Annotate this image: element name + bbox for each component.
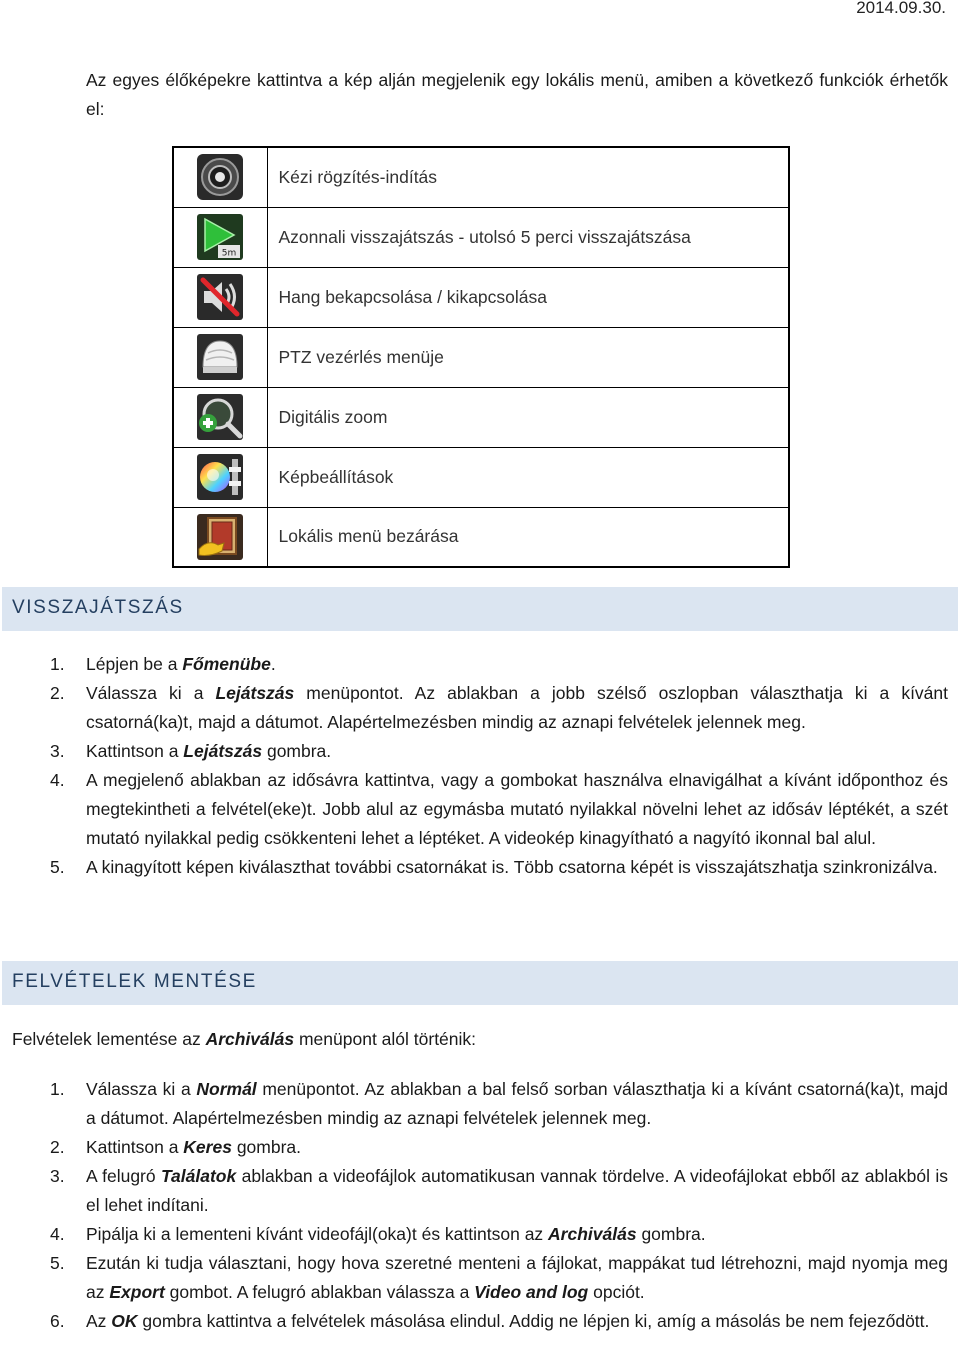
- menu-term: OK: [111, 1311, 138, 1331]
- list-item: 4. A megjelenő ablakban az idősávra kattintva, vagy a gombokat használva elnavigálhat a kívánt időponthoz és megtekintheti a felvétel(eke)t. Jobb alul az egymásba mutató nyilakkal növelni lehet az idősáv léptékét, a szét mutató nyilakkal pedig csökkenteni lehet a léptéket. A videokép kinagyítható a nagyító ikonnal bal alul.: [0, 766, 960, 853]
- playback-steps: [0, 650, 960, 882]
- playback-5min-icon: [196, 213, 244, 261]
- list-number: 2.: [50, 1137, 65, 1157]
- function-row: [173, 267, 789, 327]
- menu-term: Főmenübe: [182, 654, 271, 674]
- list-number: 2.: [50, 683, 65, 703]
- local-menu-function-table: [172, 146, 790, 568]
- function-label: Kézi rögzítés-indítás: [267, 147, 789, 207]
- menu-term: Normál: [196, 1079, 257, 1099]
- menu-term: Lejátszás: [183, 741, 263, 761]
- menu-term: Keres: [183, 1137, 232, 1157]
- function-label: Hang bekapcsolása / kikapcsolása: [267, 267, 789, 327]
- function-row: [173, 447, 789, 507]
- section-header-save-recordings: [2, 961, 958, 1005]
- list-number: 5.: [50, 857, 65, 877]
- list-number: 5.: [50, 1253, 65, 1273]
- list-item: 3. A felugró Találatok ablakban a videofájlok automatikusan vannak tördelve. A videofájlokat ebből az ablakból is el lehet indítani.: [0, 1162, 960, 1220]
- function-label: Képbeállítások: [267, 447, 789, 507]
- menu-term: Találatok: [161, 1166, 237, 1186]
- save-intro: Felvételek lementése az Archiválás menüpont alól történik:: [12, 1029, 477, 1049]
- svg-text:5m: 5m: [222, 248, 237, 259]
- list-item: 2. Válassza ki a Lejátszás menüpontot. Az ablakban a jobb szélső oszlopban választhatja ki a kívánt csatorná(ka)t, majd a dátumot. Alapértelmezésben mindig az aznapi felvételek jelennek meg.: [0, 679, 960, 737]
- function-label: Lokális menü bezárása: [267, 507, 789, 567]
- document-date: 2014.09.30.: [856, 0, 946, 17]
- list-number: 4.: [50, 1224, 65, 1244]
- list-number: 3.: [50, 741, 65, 761]
- function-row: [173, 327, 789, 387]
- menu-term: Archiválás: [205, 1029, 295, 1049]
- section-title: VISSZAJÁTSZÁS: [12, 597, 184, 618]
- close-menu-icon: [196, 513, 244, 561]
- menu-term: Archiválás: [548, 1224, 637, 1244]
- ptz-dome-icon: [196, 333, 244, 381]
- list-item: 4. Pipálja ki a lementeni kívánt videofájl(oka)t és kattintson az Archiválás gombra.: [0, 1220, 960, 1249]
- list-item: 1. Válassza ki a Normál menüpontot. Az ablakban a bal felső sorban választhatja ki a kívánt csatorná(ka)t, majd a dátumot. Alapértelmezésben mindig az aznapi felvételek jelennek meg.: [0, 1075, 960, 1133]
- function-row: [173, 387, 789, 447]
- list-number: 1.: [50, 1079, 65, 1099]
- list-item: 6. Az OK gombra kattintva a felvételek másolása elindul. Addig ne lépjen ki, amíg a másolás be nem fejeződött.: [0, 1307, 960, 1336]
- function-label: Azonnali visszajátszás - utolsó 5 perci visszajátszása: [267, 207, 789, 267]
- image-settings-icon: [196, 453, 244, 501]
- list-number: 1.: [50, 654, 65, 674]
- function-label: PTZ vezérlés menüje: [267, 327, 789, 387]
- function-label: Digitális zoom: [267, 387, 789, 447]
- function-row: [173, 507, 789, 567]
- intro-paragraph: Az egyes élőképekre kattintva a kép alján megjelenik egy lokális menü, amiben a következő funkciók érhetők el:: [86, 70, 948, 119]
- list-item: 1. Lépjen be a Főmenübe.: [0, 650, 960, 679]
- section-title: FELVÉTELEK MENTÉSE: [12, 971, 257, 992]
- digital-zoom-icon: [192, 393, 248, 441]
- list-item: 3. Kattintson a Lejátszás gombra.: [0, 737, 960, 766]
- function-row: [173, 207, 789, 267]
- list-number: 6.: [50, 1311, 65, 1331]
- menu-term: Video and log: [474, 1282, 589, 1302]
- record-icon: [196, 153, 244, 201]
- list-number: 3.: [50, 1166, 65, 1186]
- function-row: [173, 147, 789, 207]
- save-steps: [0, 1075, 960, 1336]
- list-number: 4.: [50, 770, 65, 790]
- list-item: 5. A kinagyított képen kiválaszthat további csatornákat is. Több csatorna képét is visszajátszhatja szinkronizálva.: [0, 853, 960, 882]
- section-header-playback: [2, 587, 958, 631]
- audio-mute-icon: [196, 273, 244, 321]
- list-item: 5. Ezután ki tudja választani, hogy hova szeretné menteni a fájlokat, mappákat tud létrehozni, majd nyomja meg az Export gombot. A felugró ablakban válassza a Video and log opciót.: [0, 1249, 960, 1307]
- menu-term: Lejátszás: [215, 683, 295, 703]
- list-item: 2. Kattintson a Keres gombra.: [0, 1133, 960, 1162]
- menu-term: Export: [109, 1282, 165, 1302]
